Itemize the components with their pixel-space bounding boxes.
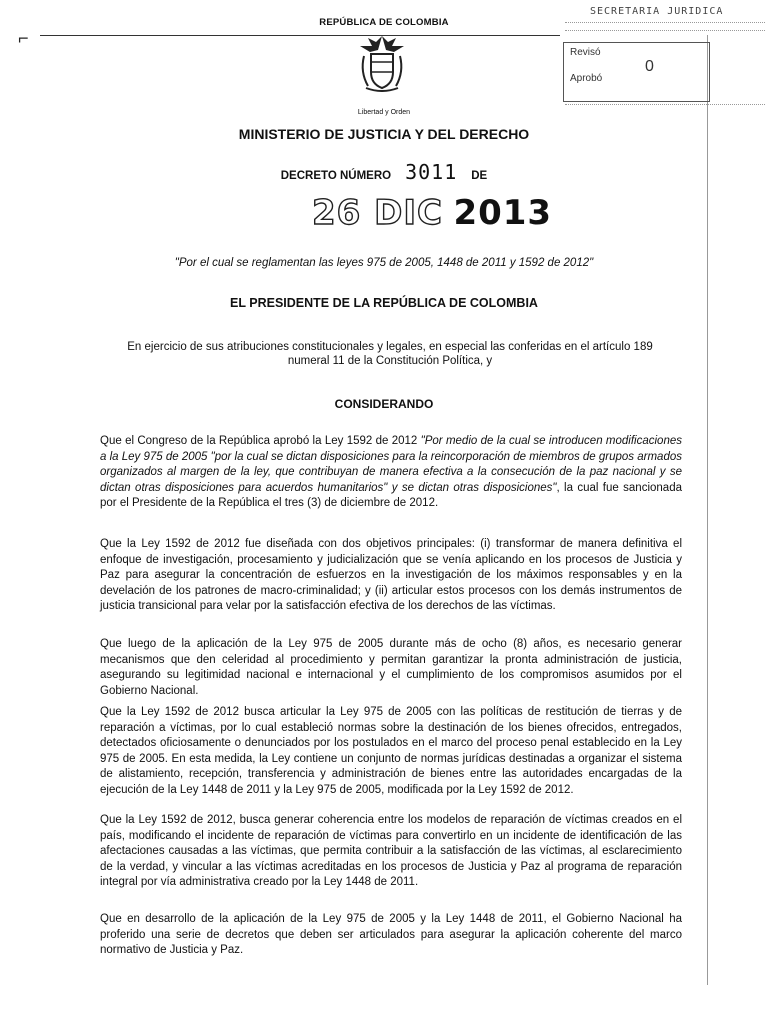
stamp-mark: 0 (645, 58, 654, 75)
decree-number: 3011 (405, 160, 458, 184)
ministry-heading: MINISTERIO DE JUSTICIA Y DEL DERECHO (238, 126, 530, 142)
paragraph-3: Que luego de la aplicación de la Ley 975 de 2005 durante más de ocho (8) años, es necesario generar mecanismos que den celeridad al procedimiento y permitan garantizar la pronta administración de justicia, asegurando su legitimidad nacional e internacional y el cumplimiento de los compromisos asumidos por el Gobierno Nacional. (100, 638, 682, 697)
decree-label: DECRETO NÚMERO (280, 170, 392, 182)
decree-number-line (0, 160, 768, 184)
paragraph-1-lead: Que el Congreso de la República aprobó la Ley 1592 de 2012 (100, 435, 421, 447)
date-day-month: 26 DIC (312, 193, 443, 233)
stamp-title: SECRETARIA JURIDICA (590, 6, 724, 17)
date-year: 2013 (453, 193, 553, 233)
paragraph-1 (100, 434, 682, 512)
stamp-reviewed-label: Revisó (570, 47, 601, 58)
coat-of-arms-icon (356, 32, 408, 92)
president-heading: EL PRESIDENTE DE LA REPÚBLICA DE COLOMBIA (230, 296, 538, 310)
considering-heading: CONSIDERANDO (334, 397, 434, 411)
paragraph-1-law-title: "Por medio de la cual se introducen modificaciones a la Ley 975 de 2005 "por la cual se dictan disposiciones para la reincorporación de miembros de grupos armados organizados al margen de la ley, que contribuyan de manera efectiva a la consecución de la paz nacional y se dictan otras disposiciones para acuerdos humanitarios" y se dictan otras disposiciones" (100, 435, 682, 494)
paragraph-5: Que la Ley 1592 de 2012, busca generar coherencia entre los modelos de reparación de víctimas creados en el país, modificando el incidente de reparación de víctimas para convertirlo en un incidente de identificación de las afectaciones causadas a las víctimas, que permita contribuir a la satisfacción de las víctimas, al esclarecimiento de la verdad, y vincular a las víctimas acreditadas en los procesos de Justicia y Paz al programa de reparación integral por vía administrativa creado por la Ley 1448 de 2011. (100, 814, 682, 888)
paragraph-2: Que la Ley 1592 de 2012 fue diseñada con dos objetivos principales: (i) transformar de manera definitiva el enfoque de investigación, procesamiento y judicialización que se venía aplicando en los procesos de Justicia y Paz para asegurar la concentración de esfuerzos en la investigación de los máximos responsables y en la develación de los patrones de macro-criminalidad; y (ii) articular estos procesos con los demás instrumentos de justicia transicional para velar por la satisfacción efectiva de los derechos de las víctimas. (100, 538, 682, 612)
republic-heading: REPÚBLICA DE COLOMBIA (319, 17, 449, 28)
stamp-approved-label: Aprobó (570, 73, 603, 84)
paragraph-1-tail: , la cual fue sancionada por el Presidente de la República el tres (3) de diciembre de 2012. (100, 481, 682, 509)
preamble: En ejercicio de sus atribuciones constitucionales y legales, en especial las conferidas en el artículo 189 numeral 11 de la Constitución Política, y (127, 341, 653, 367)
decree-date-stamp (312, 193, 552, 233)
motto: Libertad y Orden (357, 109, 411, 116)
decree-subtitle: "Por el cual se reglamentan las leyes 975 de 2005, 1448 de 2011 y 1592 de 2012" (174, 257, 594, 269)
paragraph-4: Que la Ley 1592 de 2012 busca articular la Ley 975 de 2005 con las políticas de restitución de tierras y de reparación a víctimas, por lo cual estableció normas sobre la destinación de los bienes ofrecidos, entregados, detectados oficiosamente o denunciados por los postulados en el marco del proceso penal establecido en la Ley 975 de 2005. En esta medida, la Ley contiene un conjunto de normas jurídicas destinadas a organizar el sistema de alistamiento, recepción, transferencia y administración de bienes entre las autoridades encargadas de la ejecución de la Ley 1448 de 2011 y la Ley 975 de 2005, modificada por la Ley 1592 de 2012. (100, 706, 682, 796)
frame-top-line (40, 35, 560, 36)
decree-de: DE (471, 170, 488, 182)
corner-mark-icon: ⌐ (18, 28, 29, 48)
stamp-dotted-line (565, 30, 765, 31)
stamp-dotted-line (565, 104, 765, 105)
paragraph-6: Que en desarrollo de la aplicación de la Ley 975 de 2005 y la Ley 1448 de 2011, el Gobierno Nacional ha proferido una serie de decretos que deben ser articulados para asegurar la aplicación coherente del marco normativo de Justicia y Paz. (100, 913, 682, 956)
